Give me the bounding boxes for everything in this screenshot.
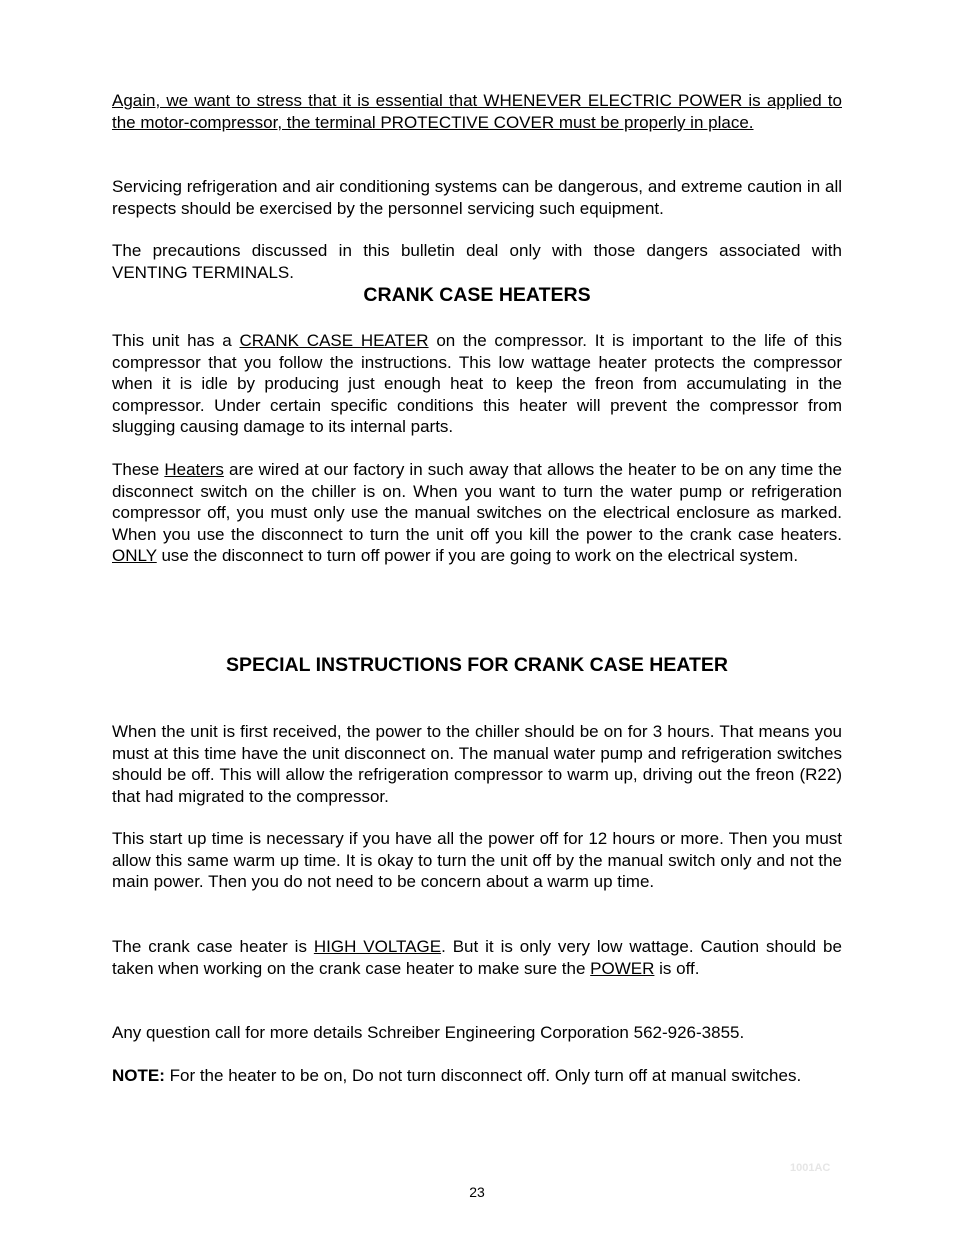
crank-case-heaters-heading: CRANK CASE HEATERS bbox=[363, 284, 591, 306]
special-instructions-heading: SPECIAL INSTRUCTIONS FOR CRANK CASE HEATER bbox=[226, 654, 728, 676]
crank-case-heater-paragraph: This unit has a CRANK CASE HEATER on the compressor. It is important to the life of this compressor that you follow the instructions. This low wattage heater protects the compressor when it is idle by producing just enough heat to keep the freon from accumulating in the compressor. Under certain specific conditions this heater will prevent the compressor from slugging causing damage to its internal parts. bbox=[112, 331, 843, 436]
page-number: 23 bbox=[469, 1184, 485, 1200]
high-voltage-paragraph: The crank case heater is HIGH VOLTAGE. But it is only very low wattage. Caution should be taken when working on the crank case heater to make sure the POWER is off. bbox=[112, 937, 842, 978]
servicing-paragraph: Servicing refrigeration and air conditioning systems can be dangerous, and extreme caution in all respects should be exercised by the personnel servicing such equipment. bbox=[112, 177, 842, 218]
underlined-term: Heaters bbox=[164, 460, 224, 479]
underlined-term: POWER bbox=[590, 958, 655, 978]
document-id: 1001AC bbox=[790, 1162, 831, 1174]
underlined-term: ONLY bbox=[112, 546, 157, 565]
underlined-term: CRANK CASE HEATER bbox=[239, 331, 429, 350]
first-received-paragraph: When the unit is first received, the power to the chiller should be on for 3 hours. That means you must at this time have the unit disconnect on. The manual water pump and refrigeration switches should be off. This will allow the refrigeration compressor to warm up, driving out the freon (R22) that had migrated to the compressor. bbox=[112, 722, 842, 806]
note-label: NOTE: bbox=[112, 1066, 165, 1085]
precautions-paragraph: The precautions discussed in this bulletin deal only with those dangers associated with VENTING TERMINALS. bbox=[112, 241, 842, 282]
start-up-time-paragraph: This start up time is necessary if you have all the power off for 12 hours or more. Then you must allow this same warm up time. It is okay to turn the unit off by the manual switch only and not the main power. Then you do not need to be concern about a warm up time. bbox=[112, 829, 842, 891]
warning-paragraph: Again, we want to stress that it is essential that WHENEVER ELECTRIC POWER is applied to the motor-compressor, the terminal PROTECTIVE COVER must be properly in place. bbox=[112, 91, 842, 132]
note-paragraph: NOTE: For the heater to be on, Do not turn disconnect off. Only turn off at manual switches. bbox=[112, 1066, 802, 1085]
heaters-wiring-paragraph: These Heaters are wired at our factory in such away that allows the heater to be on any time the disconnect switch on the chiller is on. When you want to turn the water pump or refrigeration compressor off, you must only use the manual switches on the electrical enclosure as marked. When you use the disconnect to turn the unit off you kill the power to the crank case heaters. ONLY use the disconnect to turn off power if you are going to work on the electrical system. bbox=[112, 460, 842, 565]
contact-paragraph: Any question call for more details Schreiber Engineering Corporation 562-926-3855. bbox=[112, 1023, 745, 1042]
underlined-term: HIGH VOLTAGE bbox=[313, 937, 442, 956]
